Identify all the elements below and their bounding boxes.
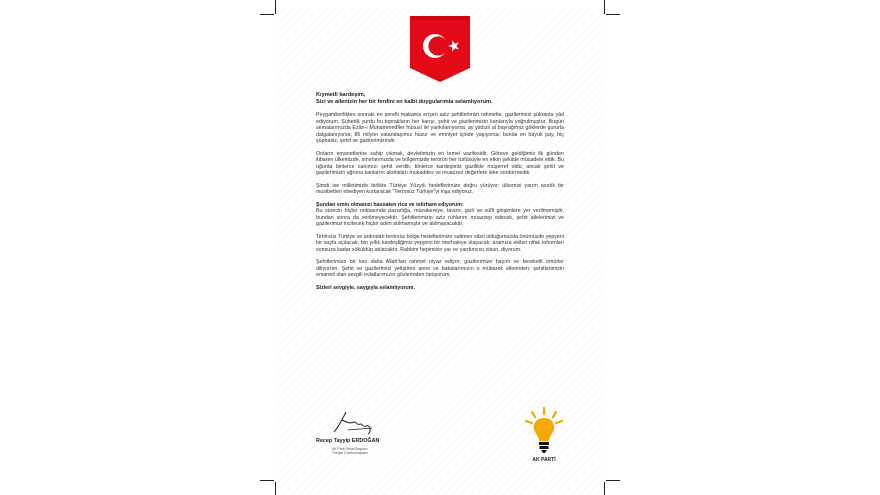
crop-mark (604, 0, 605, 14)
lightbulb-icon (524, 406, 564, 454)
crop-mark (604, 482, 605, 495)
signature-icon (328, 406, 388, 436)
assurance-title: Şundan emin olmanızı hassaten rica ve istirham ediyorum: (316, 201, 464, 208)
letter-paragraph: Şehitlerimize bir kez daha Allah'tan rahmet niyaz ediyor; gazilerimize hayırlı ve bereketli ömürler diliyorum. Şehit ve gazilerimizi yetiştiren anne ve babalarımızın o mübarek ellerinden; şehitlerimizin emaneti olan sevgili evlatlarımızın gözlerinden öpüyorum. (316, 259, 564, 278)
letter-paragraph (316, 202, 564, 228)
crop-mark (260, 480, 274, 481)
signatory-title (316, 447, 436, 455)
letter-body (316, 92, 564, 296)
letter-paragraph: Şimdi ise milletimizle birlikte Türkiye Yüzyılı hedeflerimize doğru yürüyor; ülkemizi yarım asırlık bir musibetten ebediyen kurtaracak "Terörsüz Türkiye"yi inşa ediyoruz. (316, 182, 564, 195)
signature-block (316, 438, 436, 455)
assurance-text: Bu sürecin hiçbir noktasında pazarlığa, müzakereye, tavize, gizli ve süfli girişimlere yer verilmemiştir, bundan sonra da verilmeyecektir. Şehitlerimizin aziz ruhlarını muazzep edecek, şehit ailelerimizi ve gazilerimizi incitecek hiçbir adım atılmamıştır ve atılmayacaktır. (316, 208, 564, 227)
ak-parti-logo (522, 406, 566, 464)
signatory-name: Recep Tayyip ERDOĞAN (316, 438, 380, 444)
turkish-flag-banner (410, 16, 470, 82)
greeting-line: Sizi ve ailenizin her bir ferdini en kalbî duygularımla selamlıyorum. (316, 99, 493, 105)
closing-line: Sizleri sevgiyle, saygıyla selamlıyorum. (316, 284, 415, 291)
letter-paragraph: Onların emanetlerine sahip çıkmak, devletimizin en temel vazifesidir. Göreve geldiğimiz ilk günden itibaren ülkemizde, sınırlarımızda ve bölgemizde terörün her türlüsüyle en etkin şekilde mücadele ettik. Bu uğurda binlerce canımızı şehit verdik; binlerce kardeşimiz gazilikle müşerref oldu; ancak şehit ve gazilerimizin uğruna kanlarını akıttıkları mukaddes ve muazzez değerlere leke sürdürmedik. (316, 150, 564, 176)
letter-page (276, 8, 604, 495)
logo-text: AK PARTİ (532, 457, 556, 463)
crop-mark (606, 14, 620, 15)
greeting-line: Kıymetli kardeşim, (316, 92, 366, 98)
letter-paragraph: Terörsüz Türkiye ve ardından terörsüz bölge hedeflerimize salimen vâsıl olduğumuzda önümüzde yepyeni bir sayfa açılacak; bin yıllık kardeşliğimiz yepyeni bir merhaleye ulaşacak; aramıza ekilen nifak tohumları sonsuza kadar söküldüp atılacaktır. Rabbim hepimizin yar ve yardımcısı olsun, diyorum. (316, 233, 564, 253)
crop-mark (606, 480, 620, 481)
crop-mark (260, 14, 274, 15)
letter-paragraph: Peygamberlikten sonraki en şerefli makama erişen aziz şehitlerimizi rahmetle, gazilerimizi şükranla yâd ediyorum. Şühedâ yurdu bu toprakların her karışı, şehit ve gazilerimizin kanlarıyla yoğrulmuştur. Bugün semalarımızda Ezân-ı Muhammedîler hususî ile yankılanıyorsa; ay yıldızlı al bayrağımız göklerde gururla dalgalanıyorsa; 86 milyon vatandaşımız huzur ve emniyet içinde yaşıyorsa; bunda en büyük pay, hiç şüphesiz, şehit ve gazilerimizindir. (316, 112, 564, 144)
greeting (316, 92, 564, 106)
signatory-title-line: Türkiye Cumhurbaşkanı (332, 451, 368, 456)
signatory-title-line: AK Parti Genel Başkanı (332, 447, 368, 451)
